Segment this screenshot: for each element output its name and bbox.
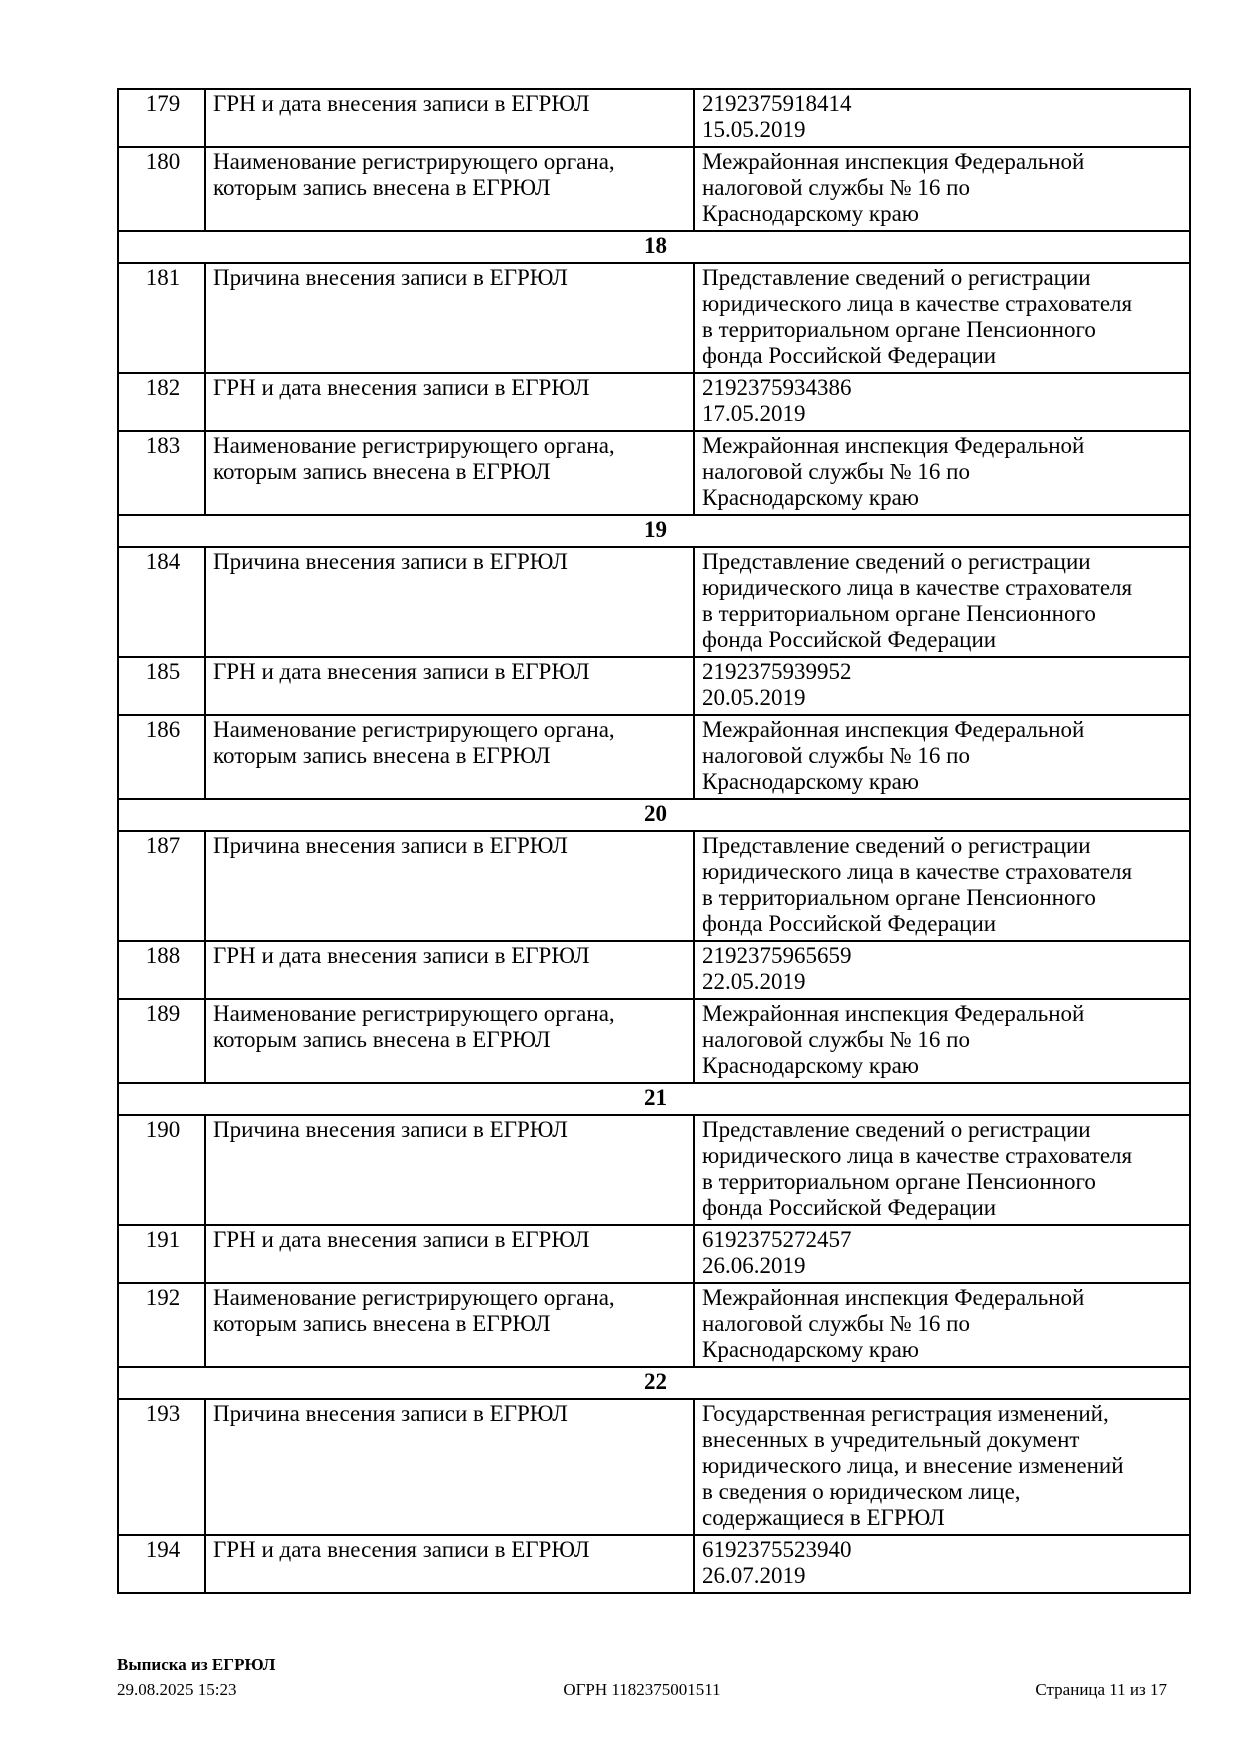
value-line: 6192375523940 [702,1537,852,1562]
row-value [694,1535,1190,1593]
section-header-row [118,231,1190,263]
table-row [118,999,1190,1083]
value-line: налоговой службы № 16 по [702,1027,970,1052]
value-line: Межрайонная инспекция Федеральной [702,149,1085,174]
value-line: 26.06.2019 [702,1253,806,1278]
table-row [118,831,1190,941]
section-number: 20 [118,799,1190,831]
value-line: Межрайонная инспекция Федеральной [702,1001,1085,1026]
row-number: 191 [118,1225,205,1283]
value-line: налоговой службы № 16 по [702,459,970,484]
value-line: в территориальном органе Пенсионного [702,601,1096,626]
value-line: Краснодарскому краю [702,1337,919,1362]
row-number: 190 [118,1115,205,1225]
value-line: юридического лица в качестве страхователя [702,859,1133,884]
row-number: 188 [118,941,205,999]
value-line: фонда Российской Федерации [702,1195,997,1220]
value-line: юридического лица в качестве страхователя [702,575,1133,600]
row-value [694,941,1190,999]
row-value [694,657,1190,715]
table-row [118,1283,1190,1367]
value-line: Представление сведений о регистрации [702,833,1091,858]
row-label: Наименование регистрирующего органа, которым запись внесена в ЕГРЮЛ [205,431,694,515]
table-row [118,1535,1190,1593]
value-line: 17.05.2019 [702,401,806,426]
value-line: Представление сведений о регистрации [702,1117,1091,1142]
value-line: внесенных в учредительный документ [702,1427,1080,1452]
value-line: 6192375272457 [702,1227,852,1252]
row-number: 184 [118,547,205,657]
row-number: 187 [118,831,205,941]
value-line: фонда Российской Федерации [702,627,997,652]
section-number: 21 [118,1083,1190,1115]
table-row [118,373,1190,431]
value-line: Межрайонная инспекция Федеральной [702,717,1085,742]
row-value [694,831,1190,941]
table-row [118,941,1190,999]
value-line: 22.05.2019 [702,969,806,994]
footer-page-number: Страница 11 из 17 [1035,1680,1167,1699]
table-row [118,147,1190,231]
value-line: Государственная регистрация изменений, [702,1401,1109,1426]
table-row [118,715,1190,799]
value-line: в территориальном органе Пенсионного [702,1169,1096,1194]
value-line: 26.07.2019 [702,1563,806,1588]
row-label: Причина внесения записи в ЕГРЮЛ [205,1399,694,1535]
row-value [694,89,1190,147]
row-label: Причина внесения записи в ЕГРЮЛ [205,831,694,941]
table-row [118,1115,1190,1225]
row-number: 193 [118,1399,205,1535]
value-line: юридического лица в качестве страхователя [702,291,1133,316]
value-line: Представление сведений о регистрации [702,265,1091,290]
value-line: Представление сведений о регистрации [702,549,1091,574]
table-row [118,1399,1190,1535]
row-value [694,1225,1190,1283]
page-footer [117,1652,1167,1702]
row-label: ГРН и дата внесения записи в ЕГРЮЛ [205,657,694,715]
section-header-row [118,515,1190,547]
row-number: 179 [118,89,205,147]
table-row [118,1225,1190,1283]
row-label: ГРН и дата внесения записи в ЕГРЮЛ [205,1225,694,1283]
value-line: Межрайонная инспекция Федеральной [702,433,1085,458]
row-value [694,1115,1190,1225]
value-line: фонда Российской Федерации [702,343,997,368]
footer-doc-title: Выписка из ЕГРЮЛ [117,1655,276,1674]
value-line: в сведения о юридическом лице, [702,1479,1021,1504]
table-row [118,263,1190,373]
section-number: 19 [118,515,1190,547]
section-number: 22 [118,1367,1190,1399]
row-label: Причина внесения записи в ЕГРЮЛ [205,263,694,373]
row-value [694,147,1190,231]
row-label: Причина внесения записи в ЕГРЮЛ [205,547,694,657]
row-number: 189 [118,999,205,1083]
row-value [694,263,1190,373]
value-line: 2192375965659 [702,943,852,968]
row-label: ГРН и дата внесения записи в ЕГРЮЛ [205,373,694,431]
table-row [118,657,1190,715]
row-value [694,547,1190,657]
value-line: юридического лица в качестве страхователя [702,1143,1133,1168]
row-value [694,1399,1190,1535]
value-line: налоговой службы № 16 по [702,743,970,768]
row-label: Наименование регистрирующего органа, которым запись внесена в ЕГРЮЛ [205,999,694,1083]
footer-timestamp: 29.08.2025 15:23 [117,1680,237,1699]
row-label: ГРН и дата внесения записи в ЕГРЮЛ [205,1535,694,1593]
table-row [118,431,1190,515]
row-value [694,999,1190,1083]
row-value [694,1283,1190,1367]
row-label: ГРН и дата внесения записи в ЕГРЮЛ [205,89,694,147]
value-line: 20.05.2019 [702,685,806,710]
value-line: Краснодарскому краю [702,1053,919,1078]
section-header-row [118,1083,1190,1115]
value-line: юридического лица, и внесение изменений [702,1453,1124,1478]
value-line: 15.05.2019 [702,117,806,142]
egrul-records-table [117,88,1191,1594]
row-number: 180 [118,147,205,231]
row-number: 194 [118,1535,205,1593]
footer-ogrn: ОГРН 1182375001511 [563,1680,721,1699]
value-line: Краснодарскому краю [702,769,919,794]
row-number: 182 [118,373,205,431]
row-number: 186 [118,715,205,799]
row-value [694,431,1190,515]
value-line: 2192375918414 [702,91,852,116]
value-line: содержащиеся в ЕГРЮЛ [702,1505,945,1530]
value-line: фонда Российской Федерации [702,911,997,936]
section-number: 18 [118,231,1190,263]
row-value [694,715,1190,799]
value-line: налоговой службы № 16 по [702,1311,970,1336]
row-label: Наименование регистрирующего органа, которым запись внесена в ЕГРЮЛ [205,715,694,799]
value-line: Краснодарскому краю [702,485,919,510]
row-number: 192 [118,1283,205,1367]
row-label: Причина внесения записи в ЕГРЮЛ [205,1115,694,1225]
egrul-table-body [118,89,1190,1593]
section-header-row [118,799,1190,831]
value-line: 2192375934386 [702,375,852,400]
value-line: налоговой службы № 16 по [702,175,970,200]
row-label: Наименование регистрирующего органа, которым запись внесена в ЕГРЮЛ [205,1283,694,1367]
row-label: ГРН и дата внесения записи в ЕГРЮЛ [205,941,694,999]
value-line: в территориальном органе Пенсионного [702,317,1096,342]
row-label: Наименование регистрирующего органа, которым запись внесена в ЕГРЮЛ [205,147,694,231]
section-header-row [118,1367,1190,1399]
row-number: 185 [118,657,205,715]
row-number: 181 [118,263,205,373]
table-row [118,547,1190,657]
value-line: в территориальном органе Пенсионного [702,885,1096,910]
value-line: Межрайонная инспекция Федеральной [702,1285,1085,1310]
value-line: 2192375939952 [702,659,852,684]
value-line: Краснодарскому краю [702,201,919,226]
table-row [118,89,1190,147]
row-value [694,373,1190,431]
row-number: 183 [118,431,205,515]
